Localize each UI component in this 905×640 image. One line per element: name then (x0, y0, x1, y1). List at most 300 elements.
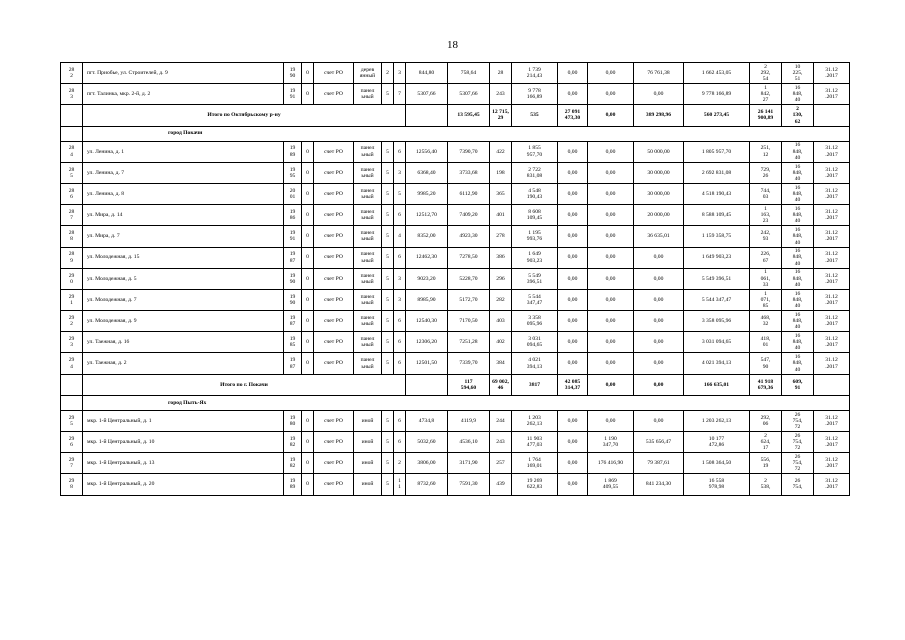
address-cell: ул. Таежная, д. 2 (83, 353, 284, 374)
date-cell: 31.12 .2017 (814, 432, 850, 453)
row-number-cell (61, 105, 83, 126)
year-cell: 19 80 (284, 410, 302, 431)
fund2-cell: 0,00 (588, 289, 634, 310)
year-cell: 19 85 (284, 332, 302, 353)
table-row (61, 353, 850, 374)
area-cell: 9985,20 (406, 183, 448, 204)
area-cell: 8352,00 (406, 226, 448, 247)
fund4-cell: 10 177 472,86 (684, 432, 750, 453)
fund3-cell: 20 000,00 (634, 205, 684, 226)
residents-cell: 402 (490, 332, 512, 353)
per-m2-cell: 2 624, 17 (750, 432, 782, 453)
material-cell: иной (354, 474, 382, 495)
fund1-cell: 0,00 (558, 84, 588, 105)
area-cell: 12540,30 (406, 311, 448, 332)
area-cell: 5307,66 (406, 84, 448, 105)
fund3-cell: 50 000,00 (634, 141, 684, 162)
living-area-cell: 69 002,46 (490, 374, 512, 395)
cost-cell: 1 649 903,23 (512, 247, 558, 268)
fund-method-cell: счет РО (314, 353, 354, 374)
living-area-cell: 7591,30 (448, 474, 490, 495)
area-cell: 3806,00 (406, 453, 448, 474)
address-cell: ул. Ленина, д. 7 (83, 162, 284, 183)
per-m2-cell: 292, 06 (750, 410, 782, 431)
fund4-cell: 1 203 262,13 (684, 410, 750, 431)
cost-cell: 3 358 095,96 (512, 311, 558, 332)
fund-method-cell: счет РО (314, 332, 354, 353)
row-number-cell: 29 8 (61, 474, 83, 495)
zero-cell: 0 (302, 141, 314, 162)
material-cell: иной (354, 453, 382, 474)
entrances-cell: 6 (394, 410, 406, 431)
address-cell: мкр. 1-й Центральный, д. 10 (83, 432, 284, 453)
row-number-cell: 29 3 (61, 332, 83, 353)
floors-cell (406, 374, 448, 395)
address-cell: мкр. 1-й Центральный, д. 13 (83, 453, 284, 474)
living-area-cell: 7339,70 (448, 353, 490, 374)
entrances-cell: 3 (394, 162, 406, 183)
fund4-cell: 5 549 396,51 (684, 268, 750, 289)
address-cell: ул. Молодежная, д. 7 (83, 289, 284, 310)
living-area-cell: 12 715,29 (490, 105, 512, 126)
material-cell: дерев янный (354, 63, 382, 84)
fund3-cell: 79 387,61 (634, 453, 684, 474)
row-number-cell: 29 6 (61, 432, 83, 453)
fund1-cell: 0,00 (558, 410, 588, 431)
fund2-cell: 0,00 (588, 63, 634, 84)
floors-cell: 5 (382, 474, 394, 495)
limit-cell: 16 848, 40 (782, 268, 814, 289)
floors-cell: 5 (382, 205, 394, 226)
address-cell: ул. Молодежная, д. 15 (83, 247, 284, 268)
per-m2-cell: 729, 26 (750, 162, 782, 183)
fund3-cell: 0,00 (634, 410, 684, 431)
row-number-cell (61, 395, 83, 410)
address-cell: ул. Молодежная, д. 5 (83, 268, 284, 289)
table-row (61, 289, 850, 310)
address-cell: ул. Мира, д. 7 (83, 226, 284, 247)
table-row (61, 432, 850, 453)
fund4-cell: 1 662 453,05 (684, 63, 750, 84)
year-cell: 19 90 (284, 63, 302, 84)
residents-cell: 365 (490, 183, 512, 204)
table-row (61, 410, 850, 431)
per-m2-cell: 1 842, 27 (750, 84, 782, 105)
address-cell: мкр. 1-й Центральный, д. 1 (83, 410, 284, 431)
material-cell: панел ьный (354, 353, 382, 374)
material-cell: иной (354, 410, 382, 431)
area-cell: 12462,30 (406, 247, 448, 268)
per-m2-cell: 744, 03 (750, 183, 782, 204)
residents-cell: 386 (490, 247, 512, 268)
material-cell: панел ьный (354, 332, 382, 353)
residents-cell: 282 (490, 289, 512, 310)
zero-cell: 0 (302, 353, 314, 374)
floors-cell: 5 (382, 162, 394, 183)
floors-cell: 5 (382, 332, 394, 353)
limit-cell: 16 848, 40 (782, 205, 814, 226)
year-cell: 19 86 (284, 205, 302, 226)
entrances-cell: 3 (394, 268, 406, 289)
fund3-cell: 0,00 (634, 247, 684, 268)
year-cell: 19 91 (284, 84, 302, 105)
limit-cell (814, 105, 850, 126)
year-cell: 20 01 (284, 183, 302, 204)
date-cell: 31.12 .2017 (814, 84, 850, 105)
floors-cell: 5 (382, 141, 394, 162)
zero-cell: 0 (302, 332, 314, 353)
living-area-cell: 4536,10 (448, 432, 490, 453)
fund-method-cell: счет РО (314, 474, 354, 495)
material-cell: панел ьный (354, 84, 382, 105)
residents-cell: 535 (512, 105, 558, 126)
fund1-cell: 0,00 (558, 453, 588, 474)
limit-cell: 16 848, 40 (782, 141, 814, 162)
fund-method-cell: счет РО (314, 183, 354, 204)
residents-cell: 278 (490, 226, 512, 247)
cost-cell: 3 031 094,65 (512, 332, 558, 353)
table-row (61, 183, 850, 204)
per-m2-cell: 418, 01 (750, 332, 782, 353)
fund4-cell: 1 805 957,70 (684, 141, 750, 162)
fund3-cell: 36 635,01 (634, 226, 684, 247)
row-number-cell: 29 1 (61, 289, 83, 310)
fund4-cell: 3 031 094,65 (684, 332, 750, 353)
table-row (61, 205, 850, 226)
zero-cell: 0 (302, 162, 314, 183)
limit-cell: 16 848, 40 (782, 332, 814, 353)
date-cell: 31.12 .2017 (814, 247, 850, 268)
zero-cell: 0 (302, 268, 314, 289)
per-m2-cell: 2 538, (750, 474, 782, 495)
fund4-cell: 3 358 095,96 (684, 311, 750, 332)
section-row (61, 126, 850, 141)
fund3-cell: 535 656,47 (634, 432, 684, 453)
date-cell: 31.12 .2017 (814, 226, 850, 247)
limit-cell: 26 754, 72 (782, 432, 814, 453)
row-number-cell: 28 7 (61, 205, 83, 226)
entrances-cell: 6 (394, 311, 406, 332)
address-cell: мкр. 1-й Центральный, д. 20 (83, 474, 284, 495)
year-cell: 19 90 (284, 268, 302, 289)
row-number-cell: 28 5 (61, 162, 83, 183)
fund1-cell: 0,00 (558, 183, 588, 204)
fund4-cell: 4 518 190,43 (684, 183, 750, 204)
cost-cell: 4 021 394,13 (512, 353, 558, 374)
fund1-cell: 0,00 (558, 289, 588, 310)
area-cell: 13 595,45 (448, 105, 490, 126)
fund4-cell: 1 508 364,50 (684, 453, 750, 474)
address-cell: ул. Мира, д. 14 (83, 205, 284, 226)
table-row (61, 453, 850, 474)
floors-cell: 5 (382, 353, 394, 374)
fund3-cell: 30 000,00 (634, 162, 684, 183)
fund2-cell: 389 298,96 (634, 105, 684, 126)
fund-method-cell: счет РО (314, 162, 354, 183)
date-cell: 31.12 .2017 (814, 162, 850, 183)
residents-cell: 198 (490, 162, 512, 183)
fund-method-cell: счет РО (314, 63, 354, 84)
per-m2-cell: 1 061, 33 (750, 268, 782, 289)
table-row (61, 268, 850, 289)
zero-cell: 0 (302, 247, 314, 268)
date-cell: 31.12 .2017 (814, 205, 850, 226)
date-cell: 31.12 .2017 (814, 474, 850, 495)
row-number-cell: 28 4 (61, 141, 83, 162)
area-cell: 12501,50 (406, 353, 448, 374)
date-cell: 31.12 .2017 (814, 141, 850, 162)
fund4-cell: 1 159 358,75 (684, 226, 750, 247)
entrances-cell: 7 (394, 84, 406, 105)
living-area-cell: 7251,28 (448, 332, 490, 353)
area-cell: 117 594,60 (448, 374, 490, 395)
floors-cell: 5 (382, 84, 394, 105)
table-row (61, 247, 850, 268)
fund1-cell: 0,00 (558, 247, 588, 268)
floors-cell: 5 (382, 183, 394, 204)
year-cell: 19 87 (284, 247, 302, 268)
residents-cell: 403 (490, 311, 512, 332)
area-cell: 8732,60 (406, 474, 448, 495)
fund3-cell: 0,00 (634, 289, 684, 310)
limit-cell: 16 848, 40 (782, 353, 814, 374)
area-cell: 8985,90 (406, 289, 448, 310)
fund1-cell: 0,00 (558, 268, 588, 289)
year-cell: 19 89 (284, 141, 302, 162)
material-cell: иной (354, 432, 382, 453)
living-area-cell: 5228,70 (448, 268, 490, 289)
limit-cell: 16 848, 40 (782, 226, 814, 247)
fund3-cell: 560 273,45 (684, 105, 750, 126)
cost-cell: 9 778 166,89 (512, 84, 558, 105)
row-number-cell (61, 126, 83, 141)
entrances-cell: 5 (394, 183, 406, 204)
fund2-cell: 0,00 (588, 183, 634, 204)
floors-cell: 5 (382, 289, 394, 310)
cost-cell: 4 548 190,43 (512, 183, 558, 204)
fund-method-cell: счет РО (314, 311, 354, 332)
date-cell: 31.12 .2017 (814, 63, 850, 84)
fund2-cell: 1 190 347,70 (588, 432, 634, 453)
date-cell: 31.12 .2017 (814, 353, 850, 374)
living-area-cell: 3733,68 (448, 162, 490, 183)
zero-cell: 0 (302, 63, 314, 84)
cost-cell: 27 091 473,30 (558, 105, 588, 126)
entrances-cell: 6 (394, 205, 406, 226)
floors-cell: 5 (382, 247, 394, 268)
residents-cell: 401 (490, 205, 512, 226)
fund1-cell: 0,00 (558, 474, 588, 495)
material-cell: панел ьный (354, 311, 382, 332)
date-cell: 31.12 .2017 (814, 311, 850, 332)
fund2-cell: 176 416,90 (588, 453, 634, 474)
living-area-cell: 5307,66 (448, 84, 490, 105)
limit-cell: 16 848, 40 (782, 289, 814, 310)
living-area-cell: 7170,50 (448, 311, 490, 332)
fund-method-cell: счет РО (314, 410, 354, 431)
address-cell: ул. Таежная, д. 16 (83, 332, 284, 353)
date-cell: 31.12 .2017 (814, 453, 850, 474)
entrances-cell: 6 (394, 247, 406, 268)
fund3-cell: 0,00 (634, 332, 684, 353)
fund3-cell: 0,00 (634, 268, 684, 289)
cost-cell: 1 764 169,01 (512, 453, 558, 474)
residents-cell: 244 (490, 410, 512, 431)
per-m2-cell: 2 292, 54 (750, 63, 782, 84)
address-cell: ул. Ленина, д. 8 (83, 183, 284, 204)
fund3-cell: 0,00 (634, 311, 684, 332)
fund1-cell: 0,00 (558, 226, 588, 247)
area-cell: 9023,20 (406, 268, 448, 289)
row-number-cell: 28 6 (61, 183, 83, 204)
living-area-cell: 4923,30 (448, 226, 490, 247)
fund-method-cell: счет РО (314, 141, 354, 162)
fund-method-cell: счет РО (314, 84, 354, 105)
total-label: Итого по Октябрьскому р-ну (83, 105, 406, 126)
fund1-cell: 0,00 (588, 105, 634, 126)
row-number-cell: 29 4 (61, 353, 83, 374)
entrances-cell: 6 (394, 432, 406, 453)
fund-method-cell: счет РО (314, 247, 354, 268)
limit-cell: 16 848, 40 (782, 311, 814, 332)
year-cell: 19 95 (284, 162, 302, 183)
limit-cell: 10 225, 51 (782, 63, 814, 84)
zero-cell: 0 (302, 84, 314, 105)
floors-cell: 5 (382, 311, 394, 332)
address-cell: пгт. Приобье, ул. Строителей, д. 9 (83, 63, 284, 84)
fund4-cell: 1 649 903,23 (684, 247, 750, 268)
residents-cell: 243 (490, 432, 512, 453)
area-cell: 12556,40 (406, 141, 448, 162)
floors-cell: 5 (382, 226, 394, 247)
fund-method-cell: счет РО (314, 205, 354, 226)
per-m2-cell: 1 163, 23 (750, 205, 782, 226)
material-cell: панел ьный (354, 268, 382, 289)
row-number-cell: 29 5 (61, 410, 83, 431)
living-area-cell: 4119,9 (448, 410, 490, 431)
area-cell: 4734,8 (406, 410, 448, 431)
row-number-cell: 29 7 (61, 453, 83, 474)
living-area-cell: 5172,70 (448, 289, 490, 310)
limit-cell: 16 848, 40 (782, 247, 814, 268)
residents-cell: 384 (490, 353, 512, 374)
total-label: Итого по г. Покачи (83, 374, 406, 395)
cost-cell: 5 549 396,51 (512, 268, 558, 289)
section-row (61, 395, 850, 410)
floors-cell: 5 (382, 410, 394, 431)
table-row (61, 474, 850, 495)
fund1-cell: 0,00 (558, 353, 588, 374)
entrances-cell: 3 (394, 289, 406, 310)
fund3-cell: 0,00 (634, 84, 684, 105)
entrances-cell: 6 (394, 332, 406, 353)
address-cell: ул. Ленина, д. 1 (83, 141, 284, 162)
per-m2-cell: 226, 67 (750, 247, 782, 268)
fund4-cell: 26 141 900,89 (750, 105, 782, 126)
fund3-cell: 0,00 (634, 353, 684, 374)
page-number: 18 (447, 39, 458, 51)
entrances-cell: 6 (394, 353, 406, 374)
fund3-cell: 30 000,00 (634, 183, 684, 204)
year-cell: 19 87 (284, 311, 302, 332)
fund2-cell: 0,00 (588, 205, 634, 226)
year-cell: 19 87 (284, 353, 302, 374)
limit-cell: 26 754, 72 (782, 410, 814, 431)
fund1-cell: 0,00 (558, 205, 588, 226)
residents-cell: 422 (490, 141, 512, 162)
material-cell: панел ьный (354, 226, 382, 247)
cost-cell: 8 608 109,45 (512, 205, 558, 226)
cost-cell: 1 739 214,43 (512, 63, 558, 84)
table-row (61, 84, 850, 105)
per-m2-cell: 468, 32 (750, 311, 782, 332)
per-m2-cell: 547, 90 (750, 353, 782, 374)
limit-cell: 16 848, 40 (782, 162, 814, 183)
total-row (61, 105, 850, 126)
limit-cell: 26 754, 72 (782, 453, 814, 474)
fund4-cell: 41 918 679,36 (750, 374, 782, 395)
limit-cell (814, 374, 850, 395)
date-cell: 31.12 .2017 (814, 332, 850, 353)
material-cell: панел ьный (354, 141, 382, 162)
material-cell: панел ьный (354, 183, 382, 204)
section-label: город Покачи (83, 126, 850, 141)
entrances-cell: 6 (394, 141, 406, 162)
per-m2-cell: 556, 19 (750, 453, 782, 474)
material-cell: панел ьный (354, 289, 382, 310)
per-m2-cell: 609, 91 (782, 374, 814, 395)
residents-cell: 28 (490, 63, 512, 84)
zero-cell: 0 (302, 432, 314, 453)
fund2-cell: 0,00 (588, 311, 634, 332)
table-row (61, 311, 850, 332)
area-cell: 12512,70 (406, 205, 448, 226)
fund2-cell: 1 869 409,55 (588, 474, 634, 495)
per-m2-cell: 251, 12 (750, 141, 782, 162)
zero-cell: 0 (302, 474, 314, 495)
per-m2-cell: 2 130, 62 (782, 105, 814, 126)
address-cell: ул. Молодежная, д. 9 (83, 311, 284, 332)
row-number-cell: 29 2 (61, 311, 83, 332)
date-cell: 31.12 .2017 (814, 183, 850, 204)
row-number-cell: 29 0 (61, 268, 83, 289)
table-body (61, 63, 850, 496)
living-area-cell: 7409,20 (448, 205, 490, 226)
zero-cell: 0 (302, 289, 314, 310)
residents-cell: 257 (490, 453, 512, 474)
area-cell: 6368,40 (406, 162, 448, 183)
fund2-cell: 0,00 (588, 268, 634, 289)
fund2-cell: 0,00 (588, 247, 634, 268)
table-row (61, 141, 850, 162)
fund3-cell: 841 234,30 (634, 474, 684, 495)
entrances-cell: 1 1 (394, 474, 406, 495)
address-cell: пгт. Талинка, мкр. 2-й, д. 2 (83, 84, 284, 105)
zero-cell: 0 (302, 311, 314, 332)
fund2-cell: 0,00 (588, 84, 634, 105)
entrances-cell: 3 (394, 63, 406, 84)
date-cell: 31.12 .2017 (814, 289, 850, 310)
floors-cell: 5 (382, 268, 394, 289)
material-cell: панел ьный (354, 205, 382, 226)
area-cell: 12306,20 (406, 332, 448, 353)
cost-cell: 42 085 314,37 (558, 374, 588, 395)
fund2-cell: 0,00 (588, 332, 634, 353)
fund3-cell: 76 761,38 (634, 63, 684, 84)
limit-cell: 16 848, 40 (782, 183, 814, 204)
zero-cell: 0 (302, 183, 314, 204)
section-label: город Пыть-Ях (83, 395, 850, 410)
